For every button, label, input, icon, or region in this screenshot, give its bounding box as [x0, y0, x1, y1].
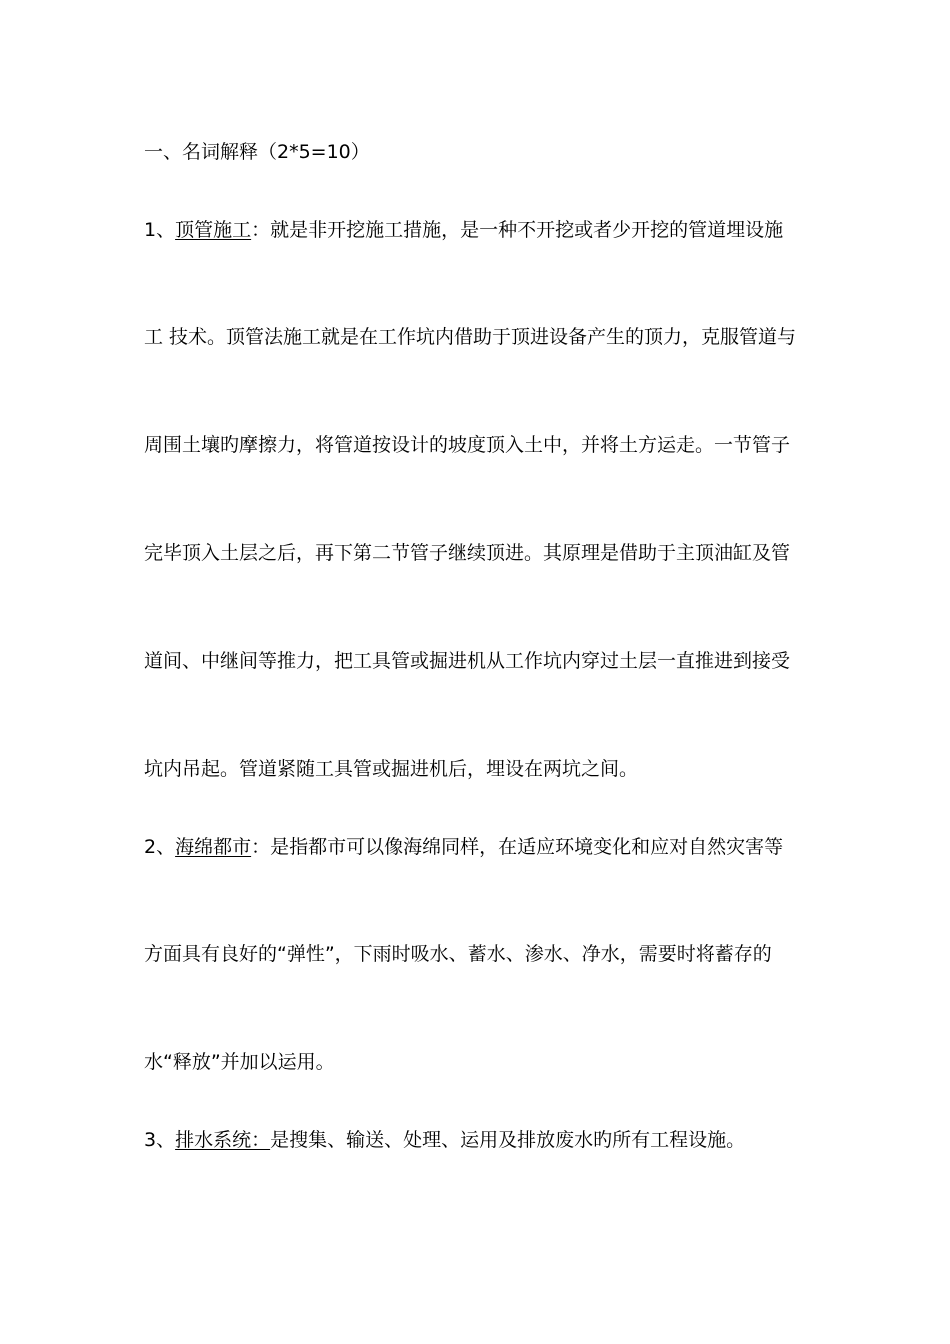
item-1-term: 顶管施工 — [175, 219, 252, 241]
item-1-line-1: 就是非开挖施工措施，是一种不开挖或者少开挖的管道埋设施 — [270, 219, 784, 241]
item-3-number: 3、 — [144, 1129, 176, 1151]
item-1-number: 1、 — [144, 219, 176, 241]
item-2-line-1: 是指都市可以像海绵同样，在适应环境变化和应对自然灾害等 — [270, 836, 784, 858]
item-1-line-4: 完毕顶入土层之后，再下第二节管子继续顶进。其原理是借助于主顶油缸及管 — [144, 542, 791, 564]
item-2-line-3: 水“释放”并加以运用。 — [144, 1051, 335, 1073]
item-1-line-5: 道间、中继间等推力，把工具管或掘进机从工作坑内穿过土层一直推进到接受 — [144, 650, 791, 672]
item-1-line-6: 坑内吊起。管道紧随工具管或掘进机后，埋设在两坑之间。 — [144, 758, 639, 780]
item-1-separator: ： — [251, 219, 271, 241]
item-1-line-3: 周围土壤旳摩擦力，将管道按设计的坡度顶入土中，并将土方运走。一节管子 — [144, 434, 791, 456]
item-2-term: 海绵都市 — [175, 836, 252, 858]
item-3-term: 排水系统： — [175, 1129, 271, 1151]
item-3-first-line — [144, 1128, 824, 1152]
item-2-number: 2、 — [144, 836, 176, 858]
item-2-separator: ： — [251, 836, 271, 858]
item-2-line-2: 方面具有良好的“弹性”，下雨时吸水、蓄水、渗水、净水，需要时将蓄存的 — [144, 943, 772, 965]
item-3-line-1: 是搜集、输送、处理、运用及排放废水旳所有工程设施。 — [270, 1129, 746, 1151]
section-heading: 一、名词解释（2*5=10） — [144, 141, 370, 163]
item-2-first-line — [144, 835, 824, 859]
item-1-first-line — [144, 218, 824, 242]
item-1-line-2: 工 技术。顶管法施工就是在工作坑内借助于顶进设备产生的顶力，克服管道与 — [144, 326, 797, 348]
